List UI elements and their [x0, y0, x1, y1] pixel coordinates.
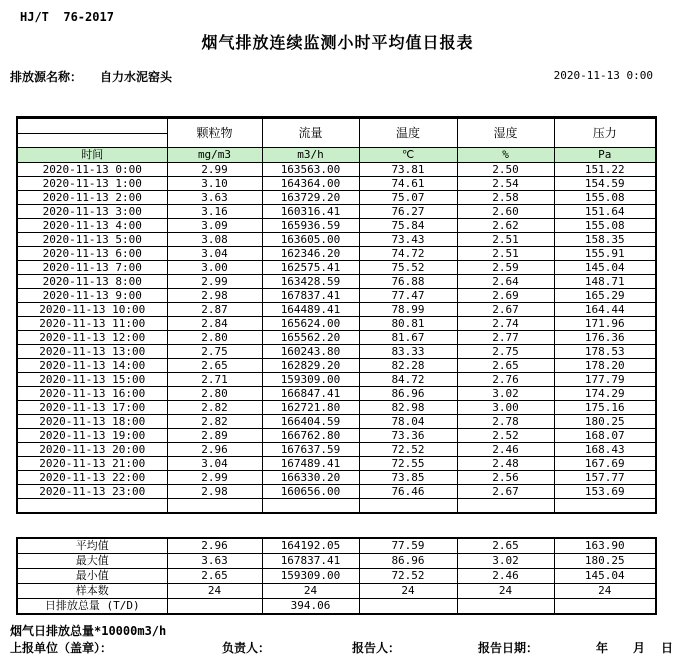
value-cell: 73.85	[359, 471, 457, 485]
value-cell: 2.51	[457, 233, 554, 247]
value-cell: 164.44	[554, 303, 656, 317]
value-cell: 83.33	[359, 345, 457, 359]
unit-pressure: Pa	[554, 148, 656, 163]
report-date-label: 报告日期：	[478, 641, 539, 655]
value-cell: 78.04	[359, 415, 457, 429]
value-cell: 2.99	[167, 275, 262, 289]
hourly-data-table	[16, 116, 657, 514]
value-cell: 180.25	[554, 554, 656, 569]
value-cell: 2.99	[167, 163, 262, 177]
value-cell: 2.69	[457, 289, 554, 303]
value-cell: 160316.41	[262, 205, 359, 219]
value-cell: 145.04	[554, 261, 656, 275]
value-cell: 155.91	[554, 247, 656, 261]
value-cell: 165936.59	[262, 219, 359, 233]
value-cell: 2.80	[167, 331, 262, 345]
blank-subcell-bottom	[18, 134, 167, 147]
row-label-cell: 2020-11-13 18:00	[17, 415, 167, 429]
value-cell	[554, 599, 656, 615]
value-cell: 3.16	[167, 205, 262, 219]
value-cell: 394.06	[262, 599, 359, 615]
hourly-data-row	[17, 219, 656, 233]
value-cell: 3.02	[457, 554, 554, 569]
hourly-data-row	[17, 177, 656, 191]
value-cell: 178.53	[554, 345, 656, 359]
unit-flow: m3/h	[262, 148, 359, 163]
value-cell: 73.43	[359, 233, 457, 247]
page-title: 烟气排放连续监测小时平均值日报表	[201, 33, 474, 52]
value-cell: 155.08	[554, 219, 656, 233]
value-cell: 175.16	[554, 401, 656, 415]
hourly-data-row	[17, 471, 656, 485]
value-cell: 2.65	[457, 538, 554, 554]
hourly-data-row	[17, 359, 656, 373]
value-cell: 77.47	[359, 289, 457, 303]
value-cell: 2.98	[167, 289, 262, 303]
value-cell: 177.79	[554, 373, 656, 387]
value-cell: 2.52	[457, 429, 554, 443]
value-cell: 164364.00	[262, 177, 359, 191]
column-header-flow: 流量	[262, 118, 359, 148]
column-header-pressure: 压力	[554, 118, 656, 148]
row-label-cell: 2020-11-13 10:00	[17, 303, 167, 317]
value-cell: 24	[262, 584, 359, 599]
hourly-data-row	[17, 261, 656, 275]
value-cell: 164192.05	[262, 538, 359, 554]
value-cell: 76.27	[359, 205, 457, 219]
value-cell: 167489.41	[262, 457, 359, 471]
row-label-cell: 2020-11-13 2:00	[17, 191, 167, 205]
standard-number: HJ/T 76-2017	[20, 10, 114, 24]
empty-cell	[262, 499, 359, 514]
value-cell: 2.78	[457, 415, 554, 429]
value-cell: 2.65	[167, 569, 262, 584]
value-cell: 24	[554, 584, 656, 599]
value-cell: 162829.20	[262, 359, 359, 373]
value-cell: 82.98	[359, 401, 457, 415]
value-cell: 2.98	[167, 485, 262, 499]
value-cell: 158.35	[554, 233, 656, 247]
value-cell: 167637.59	[262, 443, 359, 457]
empty-cell	[167, 499, 262, 514]
value-cell: 82.28	[359, 359, 457, 373]
hourly-data-row	[17, 191, 656, 205]
hourly-data-row	[17, 373, 656, 387]
value-cell: 167.69	[554, 457, 656, 471]
value-cell: 2.60	[457, 205, 554, 219]
value-cell: 2.59	[457, 261, 554, 275]
row-label-cell: 平均值	[17, 538, 167, 554]
value-cell: 2.77	[457, 331, 554, 345]
value-cell: 2.96	[167, 538, 262, 554]
value-cell: 24	[359, 584, 457, 599]
value-cell: 166762.80	[262, 429, 359, 443]
hourly-data-row	[17, 233, 656, 247]
value-cell: 2.82	[167, 401, 262, 415]
value-cell: 159309.00	[262, 569, 359, 584]
value-cell: 72.52	[359, 569, 457, 584]
value-cell: 76.46	[359, 485, 457, 499]
hourly-data-row	[17, 345, 656, 359]
value-cell: 176.36	[554, 331, 656, 345]
row-label-cell: 2020-11-13 9:00	[17, 289, 167, 303]
value-cell: 155.08	[554, 191, 656, 205]
value-cell: 3.08	[167, 233, 262, 247]
value-cell: 3.04	[167, 247, 262, 261]
value-cell: 163428.59	[262, 275, 359, 289]
value-cell: 162346.20	[262, 247, 359, 261]
value-cell: 2.89	[167, 429, 262, 443]
hourly-data-row	[17, 331, 656, 345]
value-cell: 2.48	[457, 457, 554, 471]
value-cell: 163605.00	[262, 233, 359, 247]
value-cell: 178.20	[554, 359, 656, 373]
value-cell: 3.09	[167, 219, 262, 233]
value-cell: 3.04	[167, 457, 262, 471]
summary-row	[17, 569, 656, 584]
value-cell: 84.72	[359, 373, 457, 387]
value-cell: 3.63	[167, 191, 262, 205]
value-cell: 75.52	[359, 261, 457, 275]
hourly-data-row	[17, 303, 656, 317]
row-label-cell: 最大值	[17, 554, 167, 569]
value-cell	[359, 599, 457, 615]
month-label: 月	[633, 641, 646, 655]
value-cell: 2.76	[457, 373, 554, 387]
value-cell: 145.04	[554, 569, 656, 584]
value-cell: 148.71	[554, 275, 656, 289]
value-cell: 2.58	[457, 191, 554, 205]
row-label-cell: 2020-11-13 5:00	[17, 233, 167, 247]
summary-row	[17, 538, 656, 554]
hourly-data-row	[17, 289, 656, 303]
value-cell: 3.00	[457, 401, 554, 415]
value-cell: 162721.80	[262, 401, 359, 415]
value-cell: 2.99	[167, 471, 262, 485]
time-header-cell: 时间	[17, 148, 167, 163]
value-cell: 168.07	[554, 429, 656, 443]
value-cell: 2.74	[457, 317, 554, 331]
time-header-blank-cell	[17, 118, 167, 148]
value-cell: 165.29	[554, 289, 656, 303]
value-cell: 157.77	[554, 471, 656, 485]
value-cell: 2.84	[167, 317, 262, 331]
column-header-temperature: 温度	[359, 118, 457, 148]
value-cell: 75.07	[359, 191, 457, 205]
value-cell: 2.65	[457, 359, 554, 373]
row-label-cell: 2020-11-13 7:00	[17, 261, 167, 275]
value-cell: 86.96	[359, 387, 457, 401]
unit-particulate: mg/m3	[167, 148, 262, 163]
hourly-data-row	[17, 163, 656, 177]
row-label-cell: 2020-11-13 14:00	[17, 359, 167, 373]
empty-cell	[359, 499, 457, 514]
row-label-cell: 2020-11-13 15:00	[17, 373, 167, 387]
value-cell: 163.90	[554, 538, 656, 554]
hourly-data-row	[17, 247, 656, 261]
value-cell: 2.50	[457, 163, 554, 177]
empty-cell	[17, 499, 167, 514]
hourly-data-row	[17, 205, 656, 219]
value-cell: 162575.41	[262, 261, 359, 275]
hourly-data-row	[17, 415, 656, 429]
emission-source-value: 自力水泥窑头	[100, 70, 173, 84]
value-cell: 2.80	[167, 387, 262, 401]
value-cell: 3.00	[167, 261, 262, 275]
value-cell: 166330.20	[262, 471, 359, 485]
value-cell: 159309.00	[262, 373, 359, 387]
value-cell: 2.46	[457, 569, 554, 584]
row-label-cell: 2020-11-13 3:00	[17, 205, 167, 219]
value-cell: 75.84	[359, 219, 457, 233]
value-cell: 74.61	[359, 177, 457, 191]
row-label-cell: 2020-11-13 23:00	[17, 485, 167, 499]
row-label-cell: 2020-11-13 19:00	[17, 429, 167, 443]
row-label-cell: 2020-11-13 17:00	[17, 401, 167, 415]
value-cell: 165562.20	[262, 331, 359, 345]
column-header-particulate: 颗粒物	[167, 118, 262, 148]
hourly-data-row	[17, 401, 656, 415]
value-cell: 166847.41	[262, 387, 359, 401]
row-label-cell: 2020-11-13 21:00	[17, 457, 167, 471]
hourly-data-row	[17, 317, 656, 331]
row-label-cell: 2020-11-13 1:00	[17, 177, 167, 191]
summary-row	[17, 584, 656, 599]
year-label: 年	[596, 641, 609, 655]
value-cell: 2.46	[457, 443, 554, 457]
reporter-label: 报告人：	[352, 641, 401, 655]
value-cell: 164489.41	[262, 303, 359, 317]
row-label-cell: 2020-11-13 8:00	[17, 275, 167, 289]
value-cell: 171.96	[554, 317, 656, 331]
hourly-data-row	[17, 387, 656, 401]
column-header-humidity: 湿度	[457, 118, 554, 148]
value-cell: 151.22	[554, 163, 656, 177]
value-cell: 73.36	[359, 429, 457, 443]
value-cell: 72.52	[359, 443, 457, 457]
row-label-cell: 2020-11-13 22:00	[17, 471, 167, 485]
blank-subcell-top	[18, 119, 167, 134]
value-cell: 2.75	[167, 345, 262, 359]
value-cell: 163729.20	[262, 191, 359, 205]
value-cell: 3.10	[167, 177, 262, 191]
value-cell: 2.56	[457, 471, 554, 485]
value-cell: 153.69	[554, 485, 656, 499]
value-cell	[167, 599, 262, 615]
value-cell: 72.55	[359, 457, 457, 471]
row-label-cell: 2020-11-13 4:00	[17, 219, 167, 233]
summary-row	[17, 599, 656, 615]
value-cell: 2.71	[167, 373, 262, 387]
summary-row	[17, 554, 656, 569]
row-label-cell: 日排放总量 (T/D)	[17, 599, 167, 615]
total-emission-note: 烟气日排放总量*10000m3/h	[10, 624, 167, 638]
value-cell: 166404.59	[262, 415, 359, 429]
value-cell: 180.25	[554, 415, 656, 429]
value-cell: 24	[167, 584, 262, 599]
row-label-cell: 样本数	[17, 584, 167, 599]
value-cell: 160656.00	[262, 485, 359, 499]
row-label-cell: 2020-11-13 16:00	[17, 387, 167, 401]
value-cell: 174.29	[554, 387, 656, 401]
value-cell: 80.81	[359, 317, 457, 331]
emission-source-label: 排放源名称：	[10, 70, 83, 84]
value-cell: 24	[457, 584, 554, 599]
value-cell: 78.99	[359, 303, 457, 317]
value-cell: 2.67	[457, 303, 554, 317]
day-label: 日	[661, 641, 674, 655]
row-label-cell: 2020-11-13 6:00	[17, 247, 167, 261]
value-cell: 2.65	[167, 359, 262, 373]
value-cell	[457, 599, 554, 615]
row-label-cell: 2020-11-13 13:00	[17, 345, 167, 359]
value-cell: 165624.00	[262, 317, 359, 331]
value-cell: 3.63	[167, 554, 262, 569]
trailing-empty-row	[17, 499, 656, 514]
value-cell: 2.51	[457, 247, 554, 261]
value-cell: 2.96	[167, 443, 262, 457]
empty-cell	[554, 499, 656, 514]
value-cell: 2.54	[457, 177, 554, 191]
hourly-data-row	[17, 443, 656, 457]
value-cell: 73.81	[359, 163, 457, 177]
value-cell: 154.59	[554, 177, 656, 191]
hourly-data-row	[17, 485, 656, 499]
responsible-person-label: 负责人：	[222, 641, 271, 655]
value-cell: 81.67	[359, 331, 457, 345]
value-cell: 77.59	[359, 538, 457, 554]
row-label-cell: 2020-11-13 11:00	[17, 317, 167, 331]
unit-humidity: %	[457, 148, 554, 163]
empty-cell	[457, 499, 554, 514]
report-datetime: 2020-11-13 0:00	[553, 69, 653, 82]
value-cell: 2.64	[457, 275, 554, 289]
value-cell: 167837.41	[262, 554, 359, 569]
pollutant-header-row	[17, 118, 656, 148]
row-label-cell: 2020-11-13 12:00	[17, 331, 167, 345]
unit-header-row	[17, 148, 656, 163]
value-cell: 2.87	[167, 303, 262, 317]
value-cell: 167837.41	[262, 289, 359, 303]
value-cell: 2.75	[457, 345, 554, 359]
value-cell: 160243.80	[262, 345, 359, 359]
hourly-data-row	[17, 457, 656, 471]
value-cell: 76.88	[359, 275, 457, 289]
value-cell: 163563.00	[262, 163, 359, 177]
value-cell: 168.43	[554, 443, 656, 457]
value-cell: 2.62	[457, 219, 554, 233]
value-cell: 2.82	[167, 415, 262, 429]
hourly-data-row	[17, 429, 656, 443]
report-unit-label: 上报单位（盖章）：	[10, 641, 113, 655]
value-cell: 3.02	[457, 387, 554, 401]
row-label-cell: 2020-11-13 0:00	[17, 163, 167, 177]
summary-table	[16, 537, 657, 615]
row-label-cell: 2020-11-13 20:00	[17, 443, 167, 457]
unit-temperature: ℃	[359, 148, 457, 163]
value-cell: 2.67	[457, 485, 554, 499]
hourly-data-row	[17, 275, 656, 289]
value-cell: 74.72	[359, 247, 457, 261]
row-label-cell: 最小值	[17, 569, 167, 584]
value-cell: 86.96	[359, 554, 457, 569]
value-cell: 151.64	[554, 205, 656, 219]
